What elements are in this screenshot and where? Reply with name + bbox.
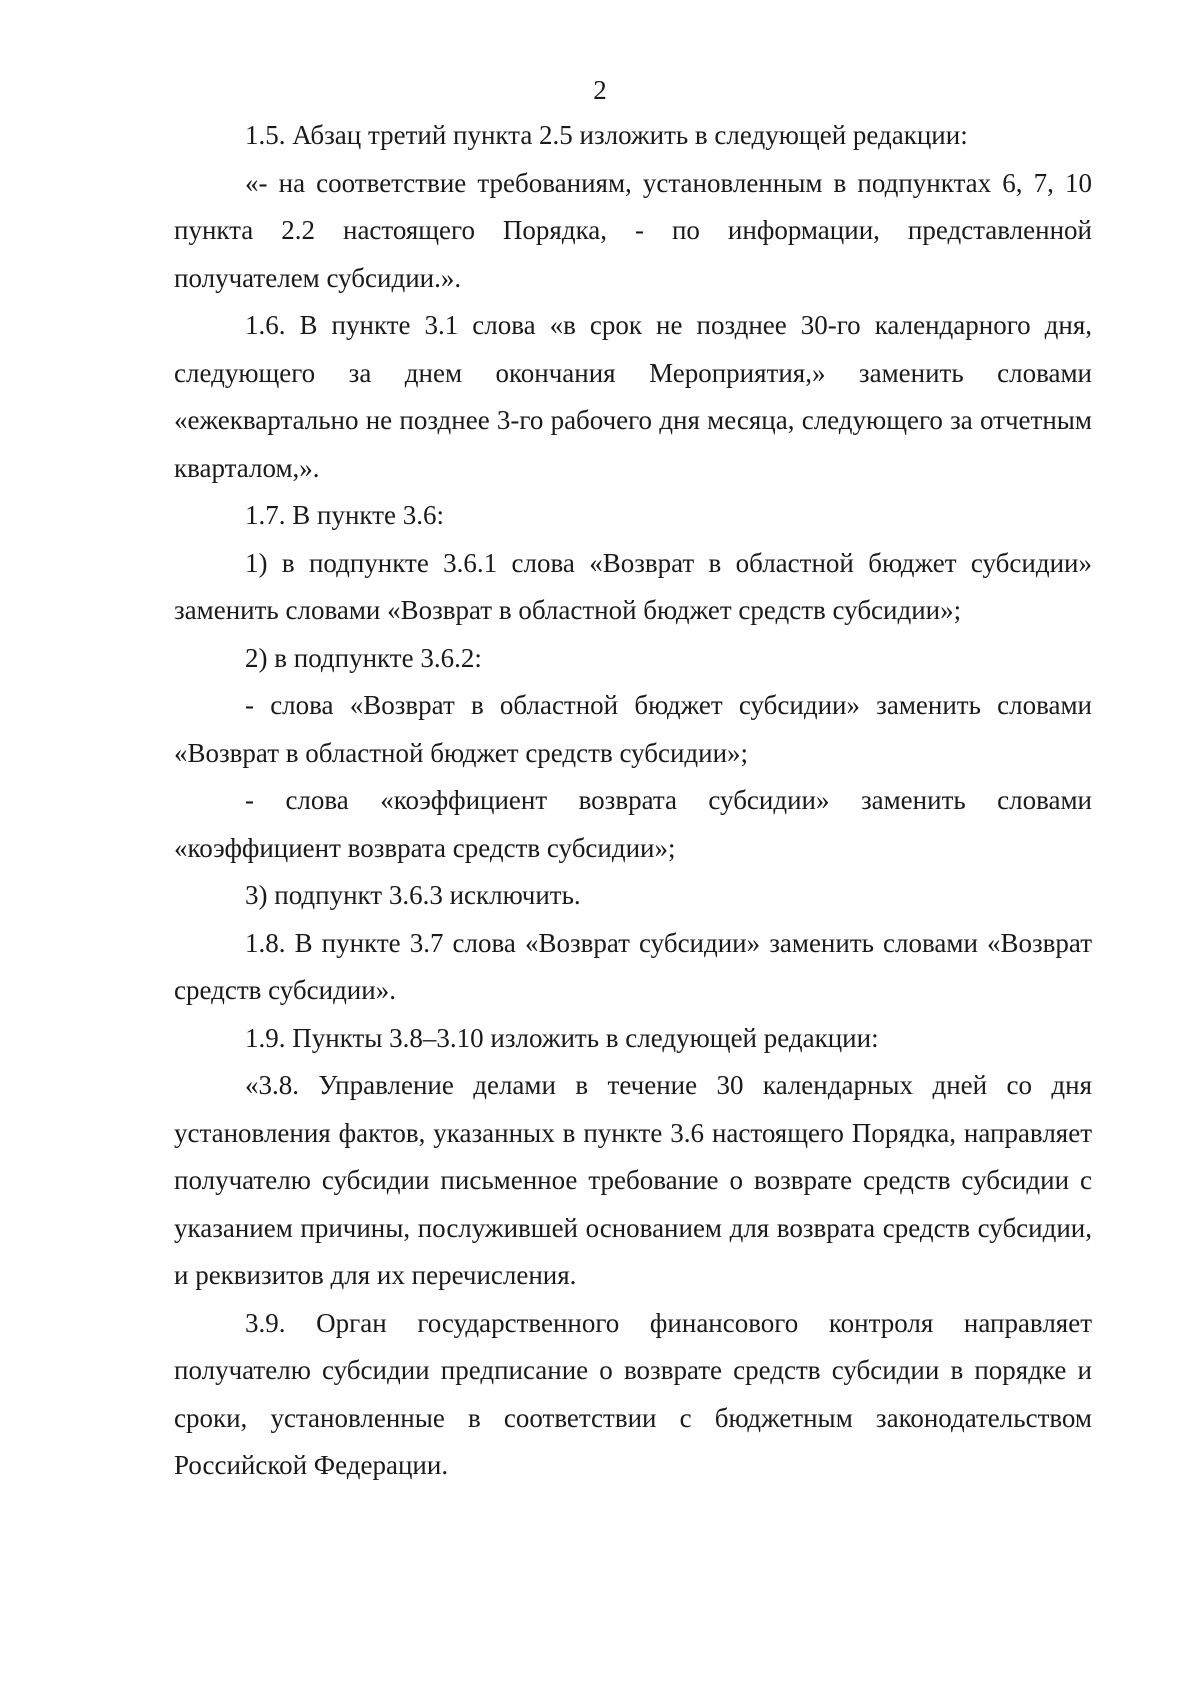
paragraph-1-6: 1.6. В пункте 3.1 слова «в срок не позднее 30-го календарного дня, следующего за днем окончания Мероприятия,» заменить словами «ежеквартально не позднее 3-го рабочего дня месяца, следующего за отчетным кварталом,». [174,310,1092,483]
paragraph-1-7-item-3: 3) подпункт 3.6.3 исключить. [245,880,581,910]
paragraph-1-7-item-2-dash-1: - слова «Возврат в областной бюджет субсидии» заменить словами «Возврат в областной бюджет средств субсидии»; [174,690,1092,768]
paragraph-quote-2-5: «- на соответствие требованиям, установленным в подпунктах 6, 7, 10 пункта 2.2 настоящего Порядка, - по информации, представленной получателем субсидии.». [174,167,1092,293]
paragraph-3-9: 3.9. Орган государственного финансового контроля направляет получателю субсидии предписание о возврате средств субсидии в порядке и сроки, установленные в соответствии с бюджетным законодательством Российской Федерации. [174,1307,1092,1480]
paragraph-1-7-item-1: 1) в подпункте 3.6.1 слова «Возврат в областной бюджет субсидии» заменить словами «Возврат в областной бюджет средств субсидии»; [174,547,1092,625]
paragraph-3-8: «3.8. Управление делами в течение 30 календарных дней со дня установления фактов, указанных в пункте 3.6 настоящего Порядка, направляет получателю субсидии письменное требование о возврате средств субсидии с указанием причины, послужившей основанием для возврата средств субсидии, и реквизитов для их перечисления. [174,1070,1092,1290]
paragraph-1-8: 1.8. В пункте 3.7 слова «Возврат субсидии» заменить словами «Возврат средств субсидии». [174,927,1092,1005]
paragraph-1-7: 1.7. В пункте 3.6: [245,500,444,530]
document-body [174,112,1092,1490]
paragraph-1-7-item-2: 2) в подпункте 3.6.2: [245,642,482,673]
paragraph-1-5: 1.5. Абзац третий пункта 2.5 изложить в следующей редакции: [245,120,968,150]
page-number: 2 [593,75,607,105]
paragraph-1-7-item-2-dash-2: - слова «коэффициент возврата субсидии» заменить словами «коэффициент возврата средств субсидии»; [174,785,1092,863]
paragraph-1-9: 1.9. Пункты 3.8–3.10 изложить в следующей редакции: [245,1022,879,1053]
